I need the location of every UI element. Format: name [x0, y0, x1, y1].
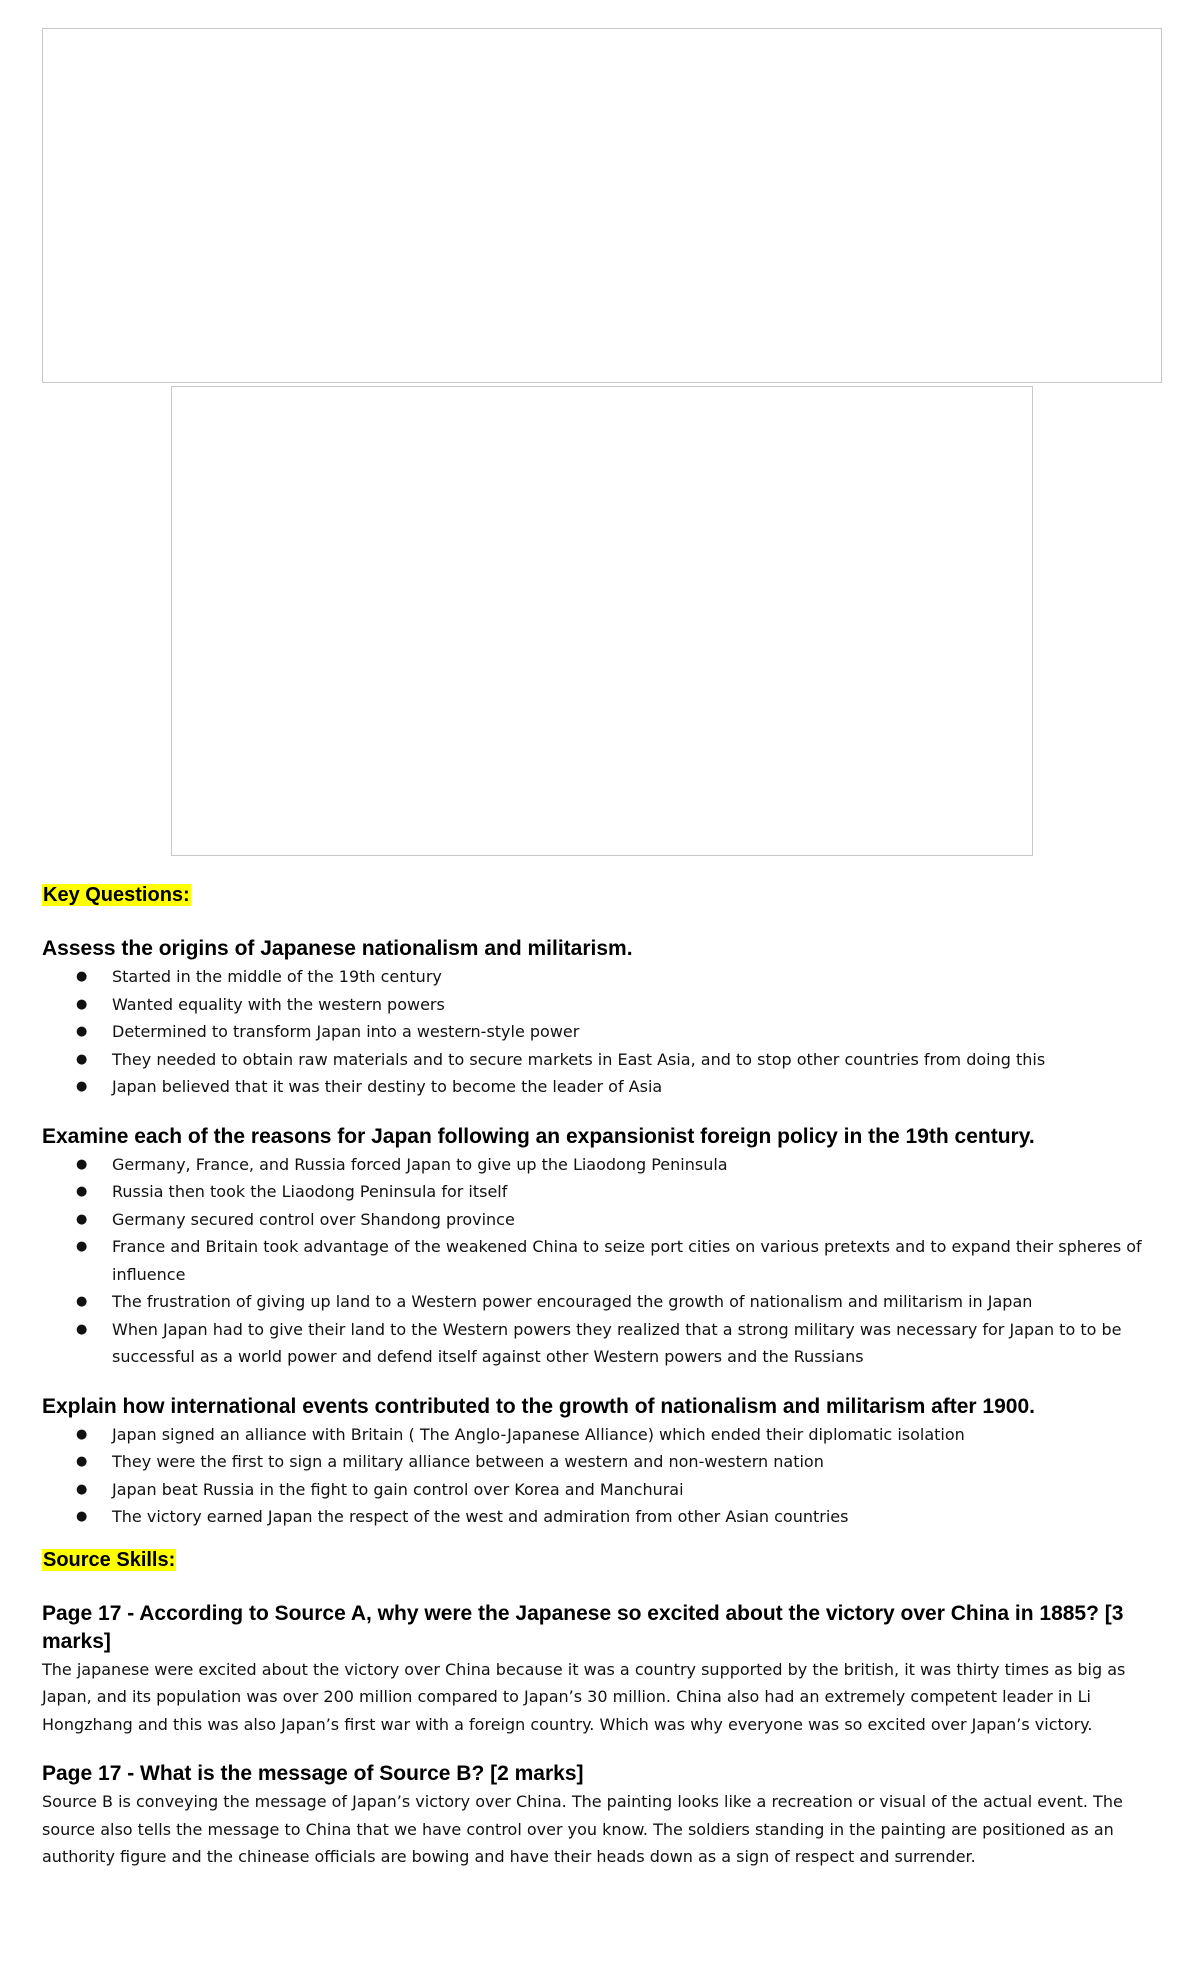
- key-questions-heading: Key Questions:: [43, 884, 190, 906]
- list-item: ● Germany secured control over Shandong province: [42, 1206, 1162, 1234]
- list-item: ● They needed to obtain raw materials and to secure markets in East Asia, and to stop other countries from doing this: [42, 1046, 1162, 1074]
- list-item: ● Germany, France, and Russia forced Japan to give up the Liaodong Peninsula: [42, 1151, 1162, 1179]
- question-3-list: [42, 1421, 1162, 1531]
- source-question-1-title: Page 17 - According to Source A, why were the Japanese so excited about the victory over China in 1885? [3 marks]: [42, 1601, 1124, 1653]
- document-body: [42, 884, 1162, 1871]
- list-item: ● Japan believed that it was their destiny to become the leader of Asia: [42, 1073, 1162, 1101]
- list-item: ● When Japan had to give their land to the Western powers they realized that a strong military was necessary for Japan to to be successful as a world power and defend itself against other Western powers and the Russians: [42, 1316, 1162, 1371]
- question-1-title: Assess the origins of Japanese nationalism and militarism.: [42, 937, 633, 960]
- source-answer-2: Source B is conveying the message of Japan’s victory over China. The painting looks like a recreation or visual of the actual event. The source also tells the message to China that we have control over you know. The soldiers standing in the painting are positioned as an authority figure and the chinease officials are bowing and have their heads down as a sign of respect and surrender.: [42, 1792, 1123, 1866]
- list-item: ● The frustration of giving up land to a Western power encouraged the growth of nationalism and militarism in Japan: [42, 1288, 1162, 1316]
- list-item: ● The victory earned Japan the respect of the west and admiration from other Asian countries: [42, 1503, 1162, 1531]
- list-item: ● Russia then took the Liaodong Peninsula for itself: [42, 1178, 1162, 1206]
- question-2-title: Examine each of the reasons for Japan following an expansionist foreign policy in the 19th century.: [42, 1124, 1035, 1148]
- list-item: ● France and Britain took advantage of the weakened China to seize port cities on various pretexts and to expand their spheres of influence: [42, 1233, 1162, 1288]
- list-item: ● Japan beat Russia in the fight to gain control over Korea and Manchurai: [42, 1476, 1162, 1504]
- list-item: ● Started in the middle of the 19th century: [42, 963, 1162, 991]
- image-placeholder-top: [42, 28, 1162, 383]
- list-item: ● Japan signed an alliance with Britain ( The Anglo-Japanese Alliance) which ended their diplomatic isolation: [42, 1421, 1162, 1449]
- question-1-list: [42, 963, 1162, 1101]
- question-2-list: [42, 1151, 1162, 1371]
- source-question-2-title: Page 17 - What is the message of Source B? [2 marks]: [42, 1762, 584, 1785]
- list-item: ● Determined to transform Japan into a western-style power: [42, 1018, 1162, 1046]
- question-3-title: Explain how international events contributed to the growth of nationalism and militarism after 1900.: [42, 1394, 1035, 1418]
- source-skills-heading: Source Skills:: [43, 1548, 176, 1571]
- list-item: ● Wanted equality with the western powers: [42, 991, 1162, 1019]
- list-item: ● They were the first to sign a military alliance between a western and non-western nation: [42, 1448, 1162, 1476]
- image-placeholder-middle: [171, 386, 1033, 856]
- source-answer-1: The japanese were excited about the victory over China because it was a country supported by the british, it was thirty times as big as Japan, and its population was over 200 million compared to Japan’s 30 million. China also had an extremely competent leader in Li Hongzhang and this was also Japan’s first war with a foreign country. Which was why everyone was so excited over Japan’s victory.: [42, 1659, 1126, 1734]
